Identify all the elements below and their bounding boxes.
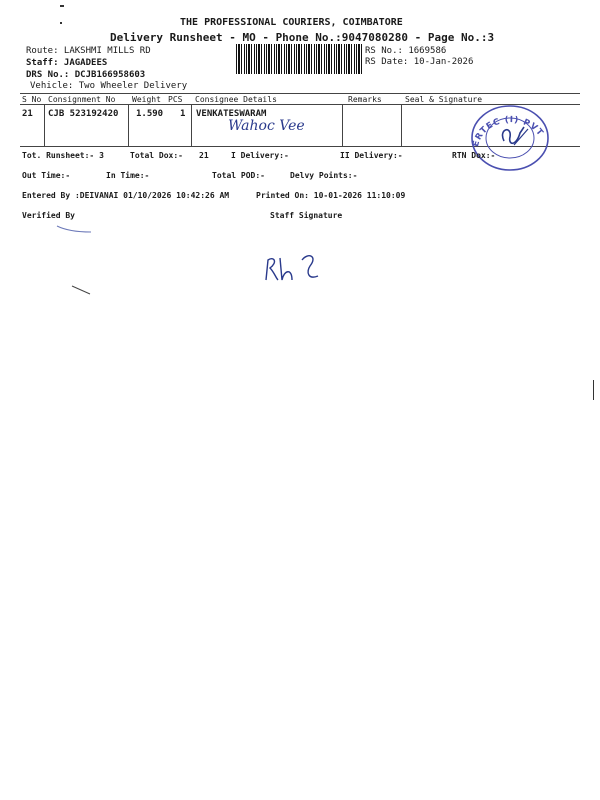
handwritten-note: Wahoc Vee: [228, 118, 305, 134]
row-sno: 21: [22, 109, 33, 119]
col-seal-signature: Seal & Signature: [405, 95, 483, 104]
col-divider: [342, 104, 343, 146]
stamp-text: ERTEC (I) PVT: [471, 115, 546, 148]
i-delivery: I Delivery:-: [231, 151, 289, 160]
delvy-points: Delvy Points:-: [290, 171, 358, 180]
scan-mark: [60, 22, 62, 24]
col-divider: [401, 104, 402, 146]
staff: Staff: JAGADEES: [26, 58, 108, 68]
col-sno: S No: [22, 95, 42, 104]
col-weight: Weight: [132, 95, 161, 104]
printed-on: Printed On: 10-01-2026 11:10:09: [256, 191, 406, 200]
svg-text:ERTEC (I) PVT: [471, 115, 545, 148]
row-pcs: 1: [180, 109, 186, 119]
rs-date: RS Date: 10-Jan-2026: [365, 57, 474, 67]
sheet-title: Delivery Runsheet - MO - Phone No.:9047080280 - Page No.:3: [110, 31, 495, 44]
staff-signature-label: Staff Signature: [270, 211, 343, 220]
row-consignment-no: CJB 523192420: [48, 109, 119, 119]
col-divider: [128, 104, 129, 146]
row-consignee: VENKATESWARAM: [196, 109, 267, 119]
total-dox-value: 21: [199, 151, 209, 160]
rtn-dox: RTN Dox:-: [452, 151, 496, 160]
entered-by: Entered By :DEIVANAI 01/10/2026 10:42:26 AM: [22, 191, 230, 200]
scan-mark: [70, 284, 94, 298]
total-pod: Total POD:-: [212, 171, 265, 180]
total-dox-label: Total Dox:-: [130, 151, 183, 160]
rs-number: RS No.: 1669586: [365, 46, 447, 56]
col-pcs: PCS: [168, 95, 183, 104]
col-divider: [44, 104, 45, 146]
scan-mark: [55, 222, 95, 236]
route: Route: LAKSHMI MILLS RD: [26, 46, 151, 56]
drs-number: DRS No.: DCJB166958603: [26, 70, 146, 80]
scan-mark: [593, 380, 594, 400]
ii-delivery: II Delivery:-: [340, 151, 403, 160]
staff-signature-handwriting: [258, 248, 328, 288]
out-time: Out Time:-: [22, 171, 71, 180]
signature-scribble: [502, 127, 524, 143]
col-divider: [191, 104, 192, 146]
col-consignee: Consignee Details: [195, 95, 277, 104]
row-weight: 1.590: [136, 109, 164, 119]
vehicle: Vehicle: Two Wheeler Delivery: [30, 81, 188, 91]
in-time: In Time:-: [106, 171, 150, 180]
verified-by: Verified By: [22, 211, 75, 220]
barcode: [236, 44, 362, 74]
scan-mark: [60, 5, 64, 7]
tot-runsheet: Tot. Runsheet:- 3: [22, 151, 104, 160]
company-name: THE PROFESSIONAL COURIERS, COIMBATORE: [180, 17, 403, 28]
table-top-rule: [20, 93, 580, 94]
company-seal-stamp: [468, 103, 552, 173]
col-remarks: Remarks: [348, 95, 382, 104]
col-consignment: Consignment No: [48, 95, 116, 104]
